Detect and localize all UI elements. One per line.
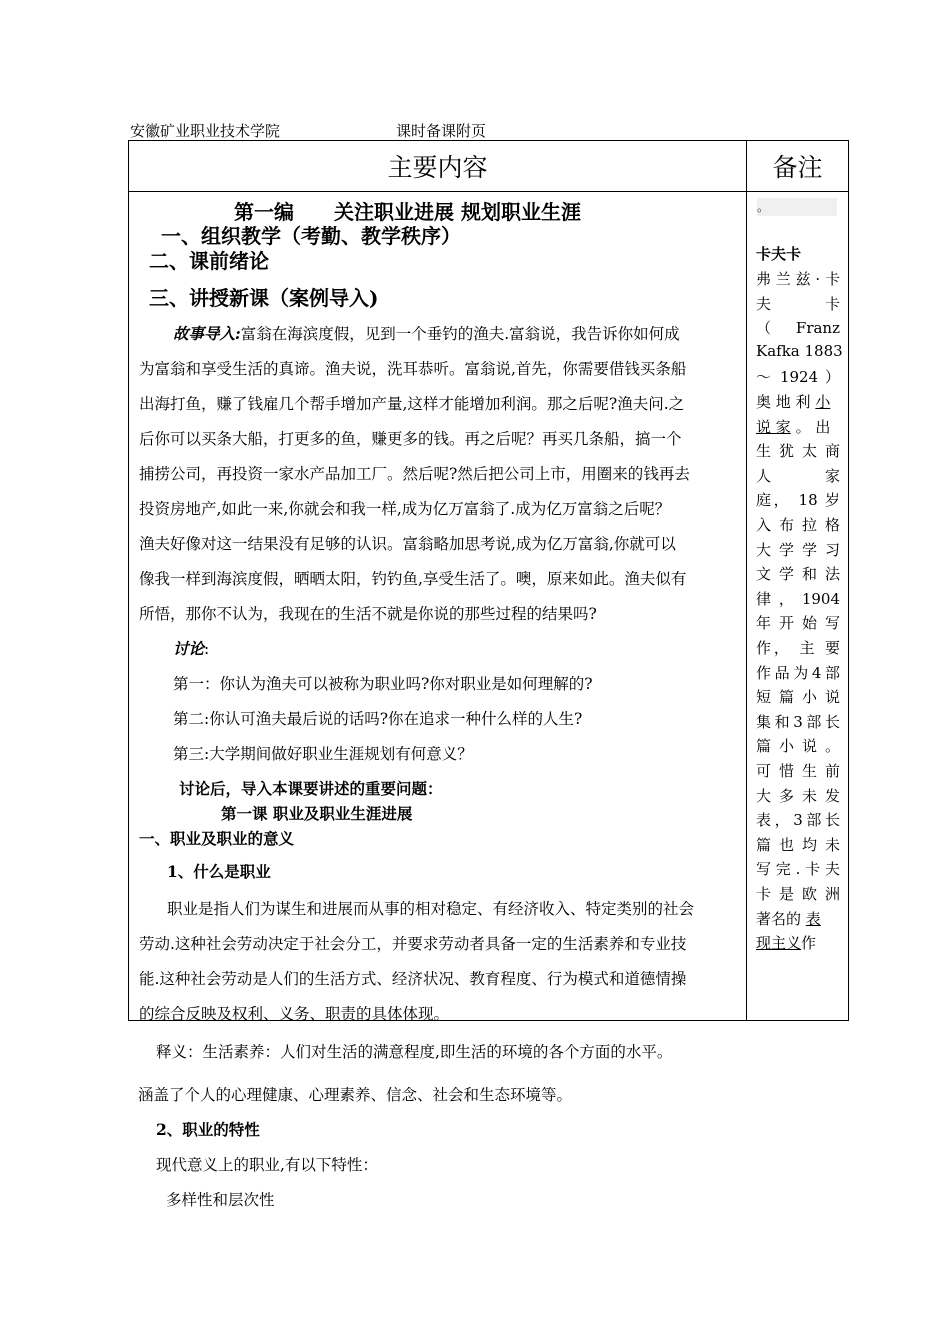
traits-intro: 现代意义上的职业,有以下特性：: [156, 1156, 378, 1174]
note-mark: 。: [757, 198, 837, 216]
note-bio-line: 篇小说。: [756, 737, 840, 756]
note-bio-line: 集和3部长: [756, 712, 840, 731]
main-content: [129, 192, 746, 1023]
definition-line-2: 劳动.这种社会劳动决定于社会分工，并要求劳动者具备一定的生活素养和专业技: [139, 935, 687, 953]
trait-diversity: 多样性和层次性: [166, 1191, 275, 1209]
story-line-3: 出海打鱼，赚了钱雇几个帮手增加产量,这样才能增加利润。那之后呢?渔夫问.之: [139, 395, 685, 413]
note-bio-line: 现主义作: [756, 934, 817, 953]
note-bio-line: 篇也均未: [756, 835, 840, 854]
note-bio-line: 夫 卡: [756, 294, 840, 313]
question-2: 第二:你认可渔夫最后说的话吗?你在追求一种什么样的人生?: [173, 710, 583, 728]
school-name: 安徽矿业职业技术学院: [130, 122, 281, 140]
link-novelist[interactable]: 小: [815, 393, 831, 411]
heading-career-meaning: 一、职业及职业的意义: [139, 829, 295, 848]
note-line-2: 涵盖了个人的心理健康、心理素养、信念、社会和生态环境等。: [138, 1086, 573, 1104]
note-bio-line: Kafka 1883: [756, 341, 843, 360]
notes-header: 备注: [747, 141, 849, 192]
note-bio-line: 作， 主 要: [756, 639, 840, 657]
question-3: 第三:大学期间做好职业生涯规划有何意义？: [173, 745, 473, 763]
note-bio-line: 表，3部长: [756, 811, 840, 830]
definition-line-3: 能.这种社会劳动是人们的生活方式、经济状况、教育程度、行为模式和道德情操: [139, 970, 687, 988]
lesson-title: 第一课 职业及职业生涯进展: [221, 804, 413, 823]
note-bio-line: 生犹太商: [756, 442, 840, 461]
story-line-8: 像我一样到海滨度假，晒晒太阳，钓钓鱼,享受生活了。噢，原来如此。渔夫似有: [139, 570, 687, 588]
note-bio-line: 弗兰兹·卡: [756, 270, 840, 288]
note-bio-line: （ Franz: [756, 319, 840, 338]
link-expressionism[interactable]: 表: [805, 909, 821, 928]
story-line-5: 捕捞公司，再投资一家水产品加工厂。然后呢?然后把公司上市，用圈来的钱再去: [139, 465, 690, 483]
note-bio-line: 文学和法: [756, 565, 840, 584]
story-line-6: 投资房地产,如此一来,你就会和我一样,成为亿万富翁了.成为亿万富翁之后呢？: [139, 500, 671, 518]
note-bio-line: 说 家 。 出: [756, 417, 831, 436]
note-bio-line: 可惜生前: [756, 762, 840, 780]
note-bio-line: 律 ， 1904: [756, 589, 840, 608]
note-line-1: 释义：生活素养：人们对生活的满意程度,即生活的环境的各个方面的水平。: [156, 1043, 673, 1061]
definition-line-4: 的综合反映及权利、义务、职责的具体体现。: [139, 1005, 450, 1023]
section-new-lesson: 三、讲授新课（案例导入): [149, 286, 379, 310]
main-content-header: 主要内容: [129, 141, 747, 192]
note-bio-line: 年开始写: [756, 614, 840, 633]
section-organize: 一、组织教学（考勤、教学秩序）: [161, 224, 461, 248]
story-line-9: 所悟，那你不认为，我现在的生活不就是你说的那些过程的结果吗?: [139, 605, 597, 623]
note-bio-line: 奥 地 利 小: [756, 393, 831, 411]
story-line-2: 为富翁和享受生活的真谛。渔夫说，洗耳恭听。富翁说,首先，你需要借钱买条船: [139, 360, 687, 378]
lesson-plan-table: [128, 140, 849, 1021]
heading-what-is-career: 1、什么是职业: [167, 862, 271, 881]
question-1: 第一：你认为渔夫可以被称为职业吗?你对职业是如何理解的?: [173, 675, 593, 693]
note-bio-line: 写完.卡夫: [756, 860, 840, 879]
story-line-1: 故事导入:富翁在海滨度假，见到一个垂钓的渔夫.富翁说，我告诉你如何成: [173, 324, 680, 343]
note-bio-line: 人 家: [756, 466, 840, 485]
note-bio-line: 短篇小说: [756, 688, 840, 707]
note-bio-line: 大学学习: [756, 540, 840, 559]
note-person-name: 卡夫卡: [756, 245, 802, 263]
heading-career-traits: 2、职业的特性: [156, 1120, 260, 1139]
page-header: [130, 120, 487, 141]
part-title: 第一编 关注职业进展 规划职业生涯: [234, 200, 581, 224]
link-novelist-cont[interactable]: 说 家: [756, 417, 791, 436]
note-bio-line: 大多未发: [756, 786, 840, 805]
story-line-4: 后你可以买条大船，打更多的鱼，赚更多的钱。再之后呢？再买几条船，搞一个: [139, 430, 682, 448]
section-intro: 二、课前绪论: [149, 249, 269, 273]
note-bio-line: 庭， 18 岁: [756, 491, 840, 510]
note-bio-line: 作品为4部: [756, 663, 840, 682]
main-content-cell: [129, 192, 747, 1021]
note-bio-line: 入布拉格: [756, 516, 840, 534]
link-expressionism-cont[interactable]: 现主义: [756, 934, 802, 953]
story-label: 故事导入:: [173, 324, 241, 343]
discussion-label: 讨论:: [173, 639, 210, 658]
note-bio-line: 卡是欧洲: [756, 885, 840, 903]
story-line-7: 渔夫好像对这一结果没有足够的认识。富翁略加思考说,成为亿万富翁,你就可以: [139, 535, 676, 553]
note-bio-line: ～ 1924 ）: [756, 368, 840, 387]
note-bio-line: 著名的 表: [756, 909, 821, 928]
lead-in: 讨论后，导入本课要讲述的重要问题：: [179, 779, 443, 798]
definition-line-1: 职业是指人们为谋生和进展而从事的相对稳定、有经济收入、特定类别的社会: [167, 900, 695, 918]
document-type: 课时备课附页: [396, 122, 487, 140]
